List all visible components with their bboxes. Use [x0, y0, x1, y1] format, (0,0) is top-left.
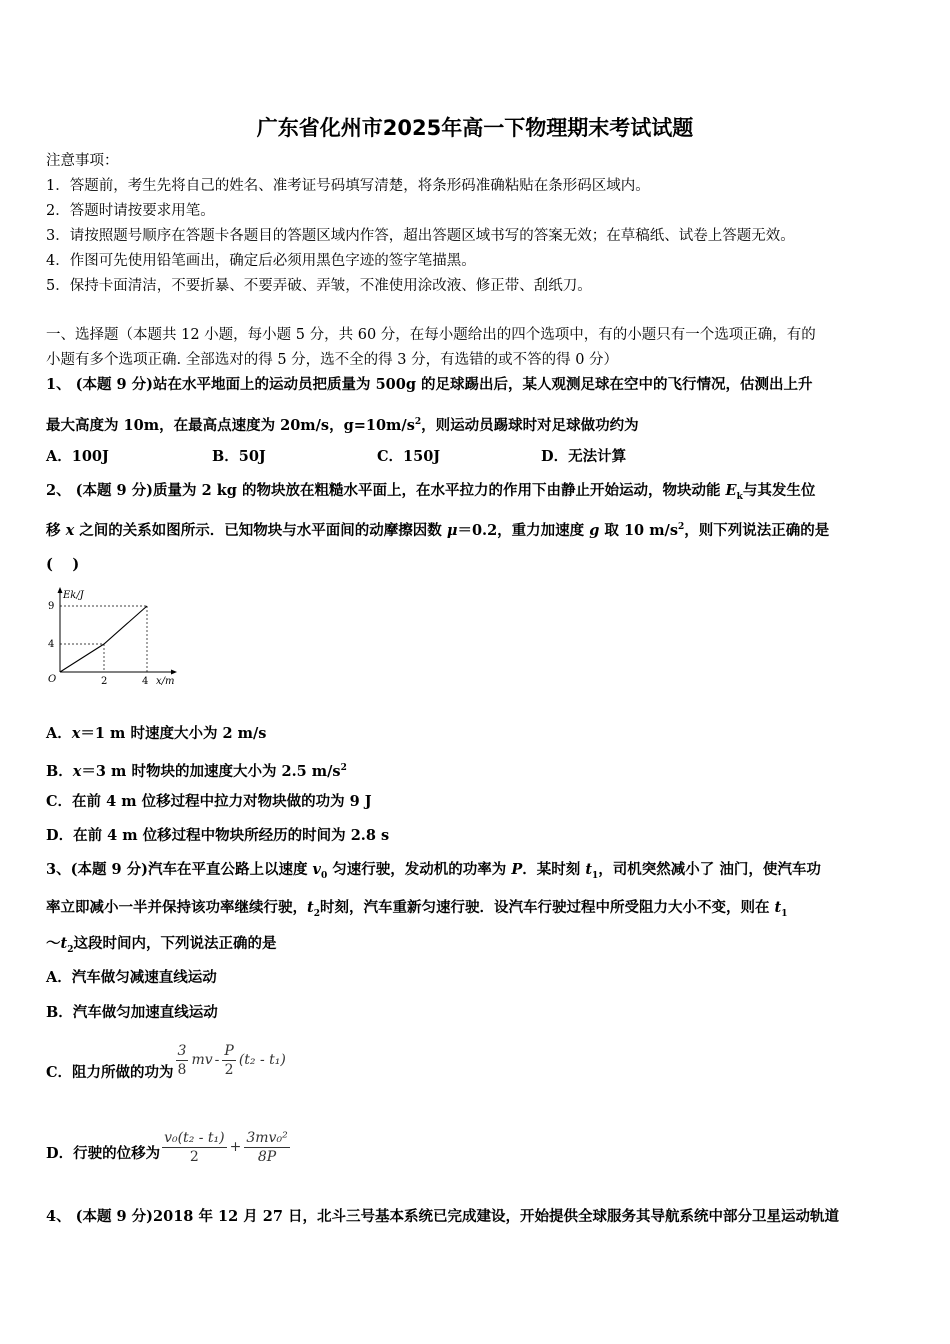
section-instructions: 小题有多个选项正确. 全部选对的得 5 分，选不全的得 3 分，有选错的或不答的得 0 分） — [46, 352, 619, 368]
question-3-option-b[interactable]: B．汽车做匀加速直线运动 — [46, 1004, 218, 1021]
y-axis-arrow — [58, 587, 63, 593]
formula-work: $\frac{3}{8}$ mv - $\frac{P}{2}$ (t₂ - t₁) — [177, 1042, 286, 1078]
question-3-option-a[interactable]: A．汽车做匀减速直线运动 — [46, 969, 217, 986]
y-axis-label: Ek/J — [63, 590, 84, 601]
notice-heading: 注意事项： — [46, 153, 119, 169]
question-3-option-c[interactable]: C．阻力所做的功为 $\frac{3}{8}$ mv - $\frac{P}{2}$ (t₂ - t₁) — [46, 1042, 286, 1081]
notice-item: 3．请按照题号顺序在答题卡各题目的答题区域内作答，超出答题区域书写的答案无效；在草稿纸、试卷上答题无效。 — [46, 228, 795, 244]
question-1-option-d[interactable]: D．无法计算 — [541, 448, 627, 465]
notice-item: 2．答题时请按要求用笔。 — [46, 203, 215, 219]
question-2-option-a[interactable]: A．x＝1 m 时速度大小为 2 m/s — [46, 725, 267, 742]
question-2-stem: 2、 (本题 9 分)质量为 2 kg 的物块放在粗糙水平面上，在水平拉力的作用下由静止开始运动，物块动能 $E_k$与其发生位 — [46, 482, 816, 502]
notice-item: 4．作图可先使用铅笔画出，确定后必须用黑色字迹的签字笔描黑。 — [46, 253, 476, 269]
question-2-option-d[interactable]: D．在前 4 m 位移过程中物块所经历的时间为 2.8 s — [46, 827, 390, 844]
formula-displacement: $\frac{\text{v₀(t₂ - t₁)}}{2}$ + $\frac{\text{3mv₀²}}{8P}$ — [164, 1129, 288, 1165]
y-tick-9: 9 — [48, 601, 55, 612]
y-tick-4: 4 — [48, 639, 55, 650]
question-3-stem: 率立即减小一半并保持该功率继续行驶，$t_2$时刻，汽车重新匀速行驶．设汽车行驶过程中所受阻力大小不变，则在 $t_1$ — [46, 899, 788, 919]
notice-item: 1．答题前，考生先将自己的姓名、准考证号码填写清楚，将条形码准确粘贴在条形码区域内。 — [46, 178, 650, 194]
x-tick-4: 4 — [142, 676, 149, 687]
x-axis-arrow — [171, 670, 177, 675]
question-1-stem: 最大高度为 10m，在最高点速度为 20m/s，$g=10m/s^2$，则运动员踢球时对足球做功约为 — [46, 416, 639, 434]
ek-x-graph — [46, 584, 186, 694]
question-3-stem: 3、(本题 9 分)汽车在平直公路上以速度 $v_0$ 匀速行驶，发动机的功率为 P．某时刻 $t_1$，司机突然减小了 油门，使汽车功 — [46, 861, 821, 881]
origin-label: O — [48, 674, 57, 685]
question-1-stem: 1、 (本题 9 分)站在水平地面上的运动员把质量为 500g 的足球踢出后，某人观测足球在空中的飞行情况，估测出上升 — [46, 376, 813, 393]
page-title: 广东省化州市2025年高一下物理期末考试试题 — [256, 116, 694, 140]
ek-line — [60, 606, 147, 672]
question-2-option-b[interactable]: B．x＝3 m 时物块的加速度大小为 2.5 $m/s^2$ — [46, 762, 347, 780]
x-tick-2: 2 — [101, 676, 108, 687]
notice-item: 5．保持卡面清洁，不要折暴、不要弄破、弄皱，不准使用涂改液、修正带、刮纸刀。 — [46, 278, 592, 294]
question-1-option-b[interactable]: B．50J — [212, 448, 266, 465]
question-1-option-a[interactable]: A．100J — [46, 448, 109, 465]
question-3-stem: $\sim t_2$这段时间内，下列说法正确的是 — [46, 935, 277, 955]
question-2-answer-blank: ( ) — [46, 556, 80, 573]
question-1-option-c[interactable]: C．150J — [377, 448, 441, 465]
section-instructions: 一、选择题（本题共 12 小题，每小题 5 分，共 60 分，在每小题给出的四个选项中，有的小题只有一个选项正确，有的 — [46, 327, 816, 343]
question-2-option-c[interactable]: C．在前 4 m 位移过程中拉力对物块做的功为 9 J — [46, 793, 372, 810]
question-4-stem: 4、 (本题 9 分)2018 年 12 月 27 日，北斗三号基本系统已完成建设，开始提供全球服务其导航系统中部分卫星运动轨道 — [46, 1208, 839, 1225]
x-axis-label: x/m — [156, 676, 175, 687]
question-3-option-d[interactable]: D．行驶的位移为 $\frac{\text{v₀(t₂ - t₁)}}{2}$ + $\frac{\text{3mv₀²}}{8P}$ — [46, 1124, 292, 1170]
question-2-stem: 移 x 之间的关系如图所示．已知物块与水平面间的动摩擦因数 μ＝0.2，重力加速度 g 取 10 $m/s^2$，则下列说法正确的是 — [46, 521, 830, 539]
